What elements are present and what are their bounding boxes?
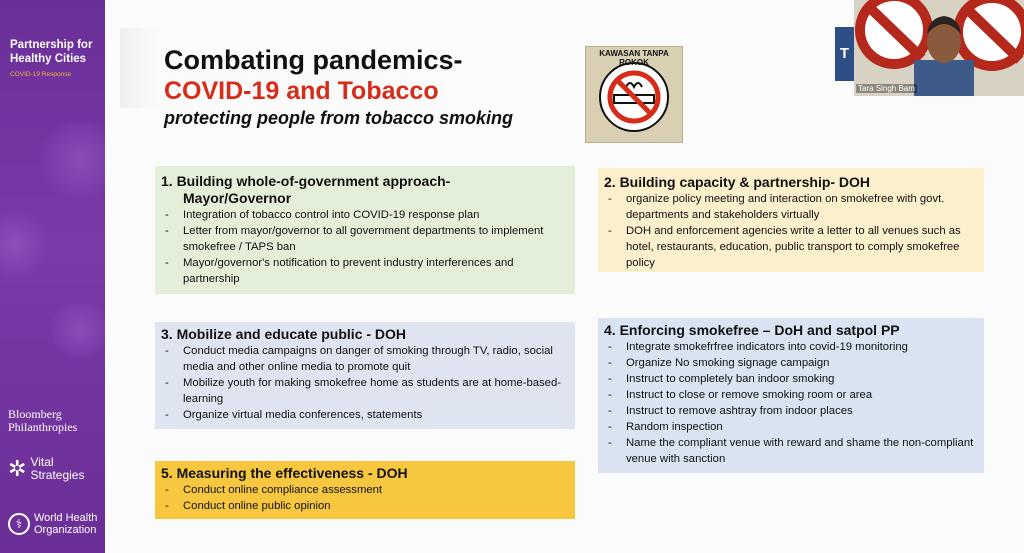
box5-item: - Conduct online public opinion — [161, 498, 569, 514]
bloomberg-logo-text: Bloomberg Philanthropies — [8, 407, 78, 434]
vital-strategies-logo-text: Vital Strategies — [30, 455, 85, 482]
virus-decoration — [50, 300, 105, 360]
video-feed-image — [854, 0, 1024, 96]
vital-strategies-icon: ✲ — [8, 456, 27, 481]
box1-item: - Mayor/governor's notification to prevent industry interferences and partnership — [161, 255, 569, 287]
slide-title: Combating pandemics- — [164, 45, 463, 75]
box5-item: - Conduct online compliance assessment — [161, 482, 569, 498]
box-measuring-effectiveness — [155, 461, 575, 519]
no-smoking-sign — [585, 46, 683, 143]
box3-item: - Conduct media campaigns on danger of smoking through TV, radio, social media and other online media to promote quit — [161, 343, 569, 375]
box-whole-of-government — [155, 166, 575, 294]
sidebar-subtitle: COVID-19 Response — [10, 71, 72, 78]
box-capacity-partnership — [598, 168, 984, 272]
box4-heading: 4. Enforcing smokefree – DoH and satpol PP — [604, 322, 900, 338]
participant-video[interactable] — [854, 0, 1024, 96]
box2-heading: 2. Building capacity & partnership- DOH — [604, 174, 871, 190]
sign-text: KAWASAN TANPA ROKOK — [599, 49, 669, 67]
who-logo — [8, 512, 100, 536]
box4-item: - Instruct to close or remove smoking room or area — [604, 387, 978, 403]
box1-item: - Integration of tobacco control into COVID-19 response plan — [161, 207, 569, 223]
box2-item: - DOH and enforcement agencies write a letter to all venues such as hotel, restaurants, education, public transport to comply smokefree policy — [604, 223, 978, 271]
vital-strategies-logo — [8, 456, 86, 482]
box4-item: - Random inspection — [604, 419, 978, 435]
slide-subtitle: protecting people from tobacco smoking — [164, 108, 514, 128]
box5-heading: 5. Measuring the effectiveness - DOH — [161, 465, 408, 481]
box1-heading-line2: Mayor/Governor — [183, 190, 292, 206]
box1-heading: 1. Building whole-of-government approach- — [161, 173, 451, 189]
slide-sidebar — [0, 0, 105, 553]
who-emblem-icon: ⚕ — [8, 513, 30, 535]
box4-item: - Organize No smoking signage campaign — [604, 355, 978, 371]
virus-decoration — [0, 210, 50, 280]
box4-item: - Integrate smokefrfree indicators into covid-19 monitoring — [604, 339, 978, 355]
sidebar-title: Partnership for Healthy Cities — [10, 39, 93, 65]
participant-tile-partial[interactable]: T — [835, 27, 854, 81]
bloomberg-logo — [8, 408, 96, 434]
box4-item: - Instruct to completely ban indoor smoking — [604, 371, 978, 387]
who-logo-text: World Health Organization — [34, 512, 98, 536]
box3-item: - Mobilize youth for making smokefree home as students are at home-based-learning — [161, 375, 569, 407]
slide-shadow — [120, 28, 160, 108]
box3-item: - Organize virtual media conferences, statements — [161, 407, 569, 423]
box4-item: - Instruct to remove ashtray from indoor places — [604, 403, 978, 419]
virus-decoration — [40, 120, 105, 200]
participant-name: Tara Singh Bam — [858, 84, 915, 93]
slide-title-highlight: COVID-19 and Tobacco — [164, 77, 439, 105]
box3-heading: 3. Mobilize and educate public - DOH — [161, 326, 407, 342]
box4-item: - Name the compliant venue with reward and shame the non-compliant venue with sanction — [604, 435, 978, 467]
box-enforcing-smokefree — [598, 318, 984, 473]
box-mobilize-educate — [155, 322, 575, 429]
box1-item: - Letter from mayor/governor to all government departments to implement smokefree / TAPS ban — [161, 223, 569, 255]
box2-item: - organize policy meeting and interaction on smokefree with govt. departments and stakeholders virtually — [604, 191, 978, 223]
slide-title-block — [164, 44, 513, 130]
